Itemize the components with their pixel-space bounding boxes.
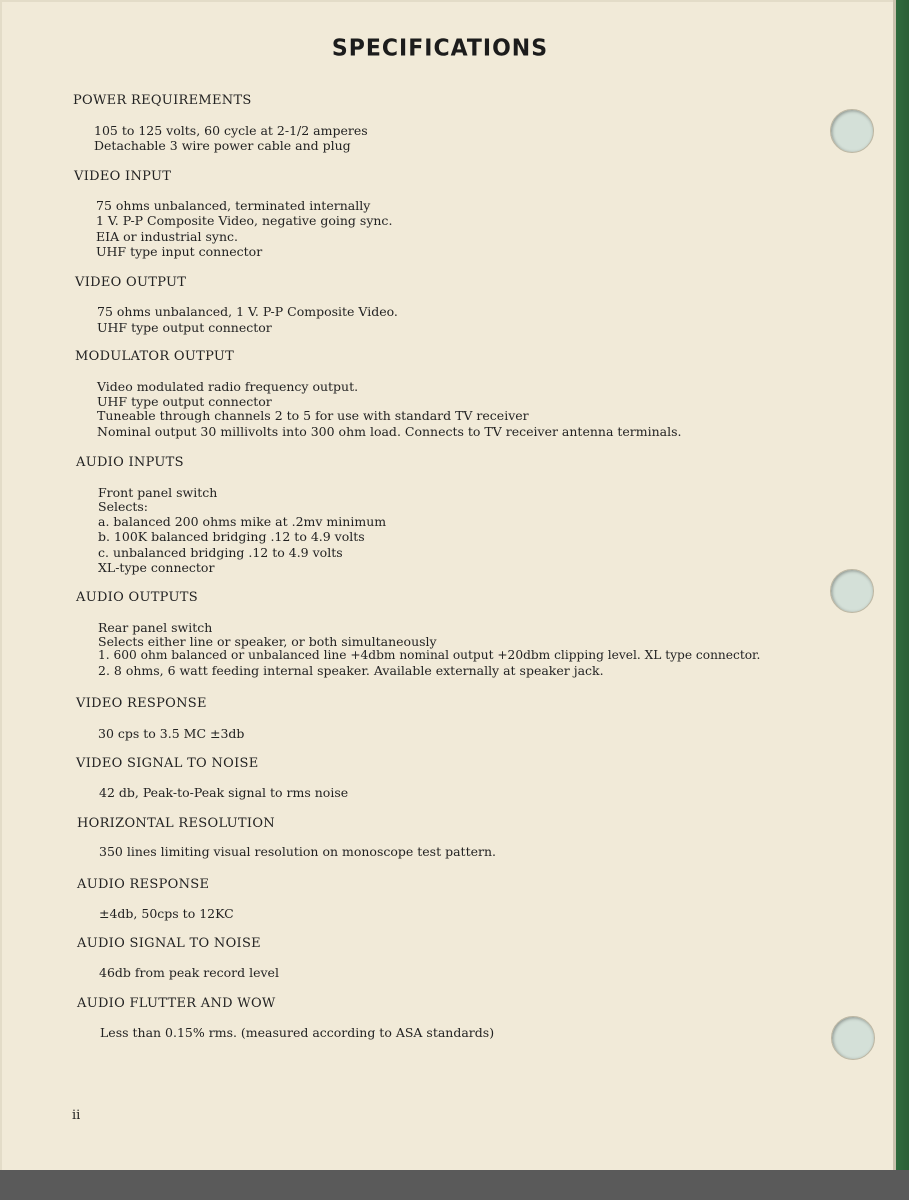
section-heading-audio-outputs: AUDIO OUTPUTS bbox=[76, 590, 198, 605]
binder-edge bbox=[893, 0, 909, 1200]
spec-line: Detachable 3 wire power cable and plug bbox=[94, 138, 351, 153]
spec-line: Front panel switch bbox=[98, 485, 218, 500]
spec-line: UHF type output connector bbox=[97, 320, 272, 335]
spec-line: Less than 0.15% rms. (measured according to ASA standards) bbox=[100, 1025, 495, 1040]
spec-line: 1 V. P-P Composite Video, negative going sync. bbox=[96, 213, 393, 228]
section-heading-audio-response: AUDIO RESPONSE bbox=[77, 877, 210, 892]
spec-line: 42 db, Peak-to-Peak signal to rms noise bbox=[99, 785, 349, 800]
spec-line: Video modulated radio frequency output. bbox=[97, 379, 359, 394]
spec-line: b. 100K balanced bridging .12 to 4.9 volts bbox=[98, 529, 365, 544]
spec-line: 1. 600 ohm balanced or unbalanced line +4dbm nominal output +20dbm clipping level. XL type connector. bbox=[98, 648, 761, 662]
spec-line: 30 cps to 3.5 MC ±3db bbox=[98, 726, 245, 741]
spec-line: UHF type input connector bbox=[96, 244, 263, 259]
page-title: SPECIFICATIONS bbox=[331, 35, 549, 62]
spec-line: 2. 8 ohms, 6 watt feeding internal speaker. Available externally at speaker jack. bbox=[98, 663, 604, 678]
section-heading-video-signal-to-noise: VIDEO SIGNAL TO NOISE bbox=[76, 756, 259, 771]
section-heading-power-requirements: POWER REQUIREMENTS bbox=[73, 93, 252, 108]
spec-line: ±4db, 50cps to 12KC bbox=[99, 906, 234, 921]
spec-line: Selects either line or speaker, or both simultaneously bbox=[98, 634, 437, 649]
section-heading-video-input: VIDEO INPUT bbox=[74, 169, 172, 184]
page-number: ii bbox=[72, 1108, 81, 1123]
section-heading-audio-inputs: AUDIO INPUTS bbox=[76, 455, 184, 470]
spec-line: c. unbalanced bridging .12 to 4.9 volts bbox=[98, 545, 343, 560]
punch-hole-top bbox=[830, 109, 874, 153]
scan-background bbox=[0, 1170, 909, 1200]
punch-hole-middle bbox=[830, 569, 874, 613]
section-heading-modulator-output: MODULATOR OUTPUT bbox=[75, 349, 235, 364]
spec-line: EIA or industrial sync. bbox=[96, 229, 238, 244]
spec-line: 75 ohms unbalanced, terminated internally bbox=[96, 198, 371, 213]
spec-line: Rear panel switch bbox=[98, 620, 213, 635]
spec-line: Nominal output 30 millivolts into 300 ohm load. Connects to TV receiver antenna terminals. bbox=[97, 424, 682, 439]
spec-line: Tuneable through channels 2 to 5 for use with standard TV receiver bbox=[97, 408, 529, 423]
punch-hole-bottom bbox=[831, 1016, 875, 1060]
spec-line: UHF type output connector bbox=[97, 394, 272, 409]
spec-line: 75 ohms unbalanced, 1 V. P-P Composite Video. bbox=[97, 304, 398, 319]
section-heading-video-output: VIDEO OUTPUT bbox=[75, 275, 187, 290]
spec-line: XL-type connector bbox=[98, 560, 215, 575]
spec-line: 105 to 125 volts, 60 cycle at 2-1/2 amperes bbox=[94, 123, 368, 138]
section-heading-audio-flutter-and-wow: AUDIO FLUTTER AND WOW bbox=[77, 996, 276, 1011]
section-heading-audio-signal-to-noise: AUDIO SIGNAL TO NOISE bbox=[77, 936, 261, 951]
spec-line: 46db from peak record level bbox=[99, 965, 279, 980]
section-heading-horizontal-resolution: HORIZONTAL RESOLUTION bbox=[77, 816, 275, 831]
spec-line: a. balanced 200 ohms mike at .2mv minimum bbox=[98, 514, 387, 529]
spec-line: 350 lines limiting visual resolution on monoscope test pattern. bbox=[99, 844, 496, 859]
section-heading-video-response: VIDEO RESPONSE bbox=[76, 696, 207, 711]
spec-line: Selects: bbox=[98, 499, 149, 514]
